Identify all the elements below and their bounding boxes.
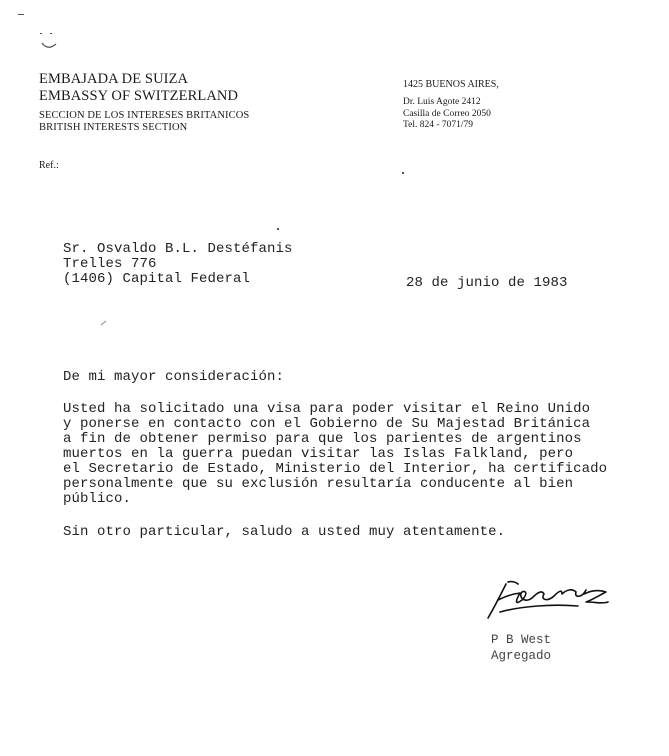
body-line: público. xyxy=(63,491,132,507)
body-line: muertos en la guerra puedan visitar las Islas Falkland, pero xyxy=(63,446,574,462)
embassy-phone: Tel. 824 - 7071/79 xyxy=(403,120,474,130)
page-speck xyxy=(277,228,279,230)
recipient-city: (1406) Capital Federal xyxy=(63,271,251,287)
page-speck xyxy=(402,172,404,174)
embassy-name-es: EMBAJADA DE SUIZA xyxy=(39,71,189,87)
body-line: personalmente que su exclusión resultaría conducente al bien xyxy=(63,476,574,492)
letter-date: 28 de junio de 1983 xyxy=(406,275,568,291)
recipient-street: Trelles 776 xyxy=(63,256,157,272)
page-speck xyxy=(50,33,52,34)
embassy-address: Dr. Luis Agote 2412 xyxy=(403,97,481,107)
body-line: el Secretario de Estado, Ministerio del Interior, ha certificado xyxy=(63,461,608,477)
closing-line: Sin otro particular, saludo a usted muy atentamente. xyxy=(63,524,506,540)
recipient-name: Sr. Osvaldo B.L. Destéfanis xyxy=(63,241,293,257)
handwritten-signature-icon xyxy=(482,576,612,628)
page-speck xyxy=(18,14,24,15)
embassy-name-en: EMBASSY OF SWITZERLAND xyxy=(39,88,239,104)
body-line: y ponerse en contacto con el Gobierno de Su Majestad Británica xyxy=(63,416,591,432)
stray-mark-icon xyxy=(100,319,108,327)
embassy-po-box: Casilla de Correo 2050 xyxy=(403,108,491,119)
salutation: De mi mayor consideración: xyxy=(63,369,285,385)
signatory-title: Agregado xyxy=(491,649,552,663)
seal-mark-icon xyxy=(40,40,60,52)
embassy-city: 1425 BUENOS AIRES, xyxy=(403,79,499,90)
body-line: Usted ha solicitado una visa para poder visitar el Reino Unido xyxy=(63,401,591,417)
ref-label: Ref.: xyxy=(39,160,59,171)
body-line: a fin de obtener permiso para que los parientes de argentinos xyxy=(63,431,582,447)
section-name-en: BRITISH INTERESTS SECTION xyxy=(39,122,188,133)
page-speck xyxy=(40,33,42,34)
section-name-es: SECCION DE LOS INTERESES BRITANICOS xyxy=(39,110,250,121)
signatory-name: P B West xyxy=(491,633,552,647)
